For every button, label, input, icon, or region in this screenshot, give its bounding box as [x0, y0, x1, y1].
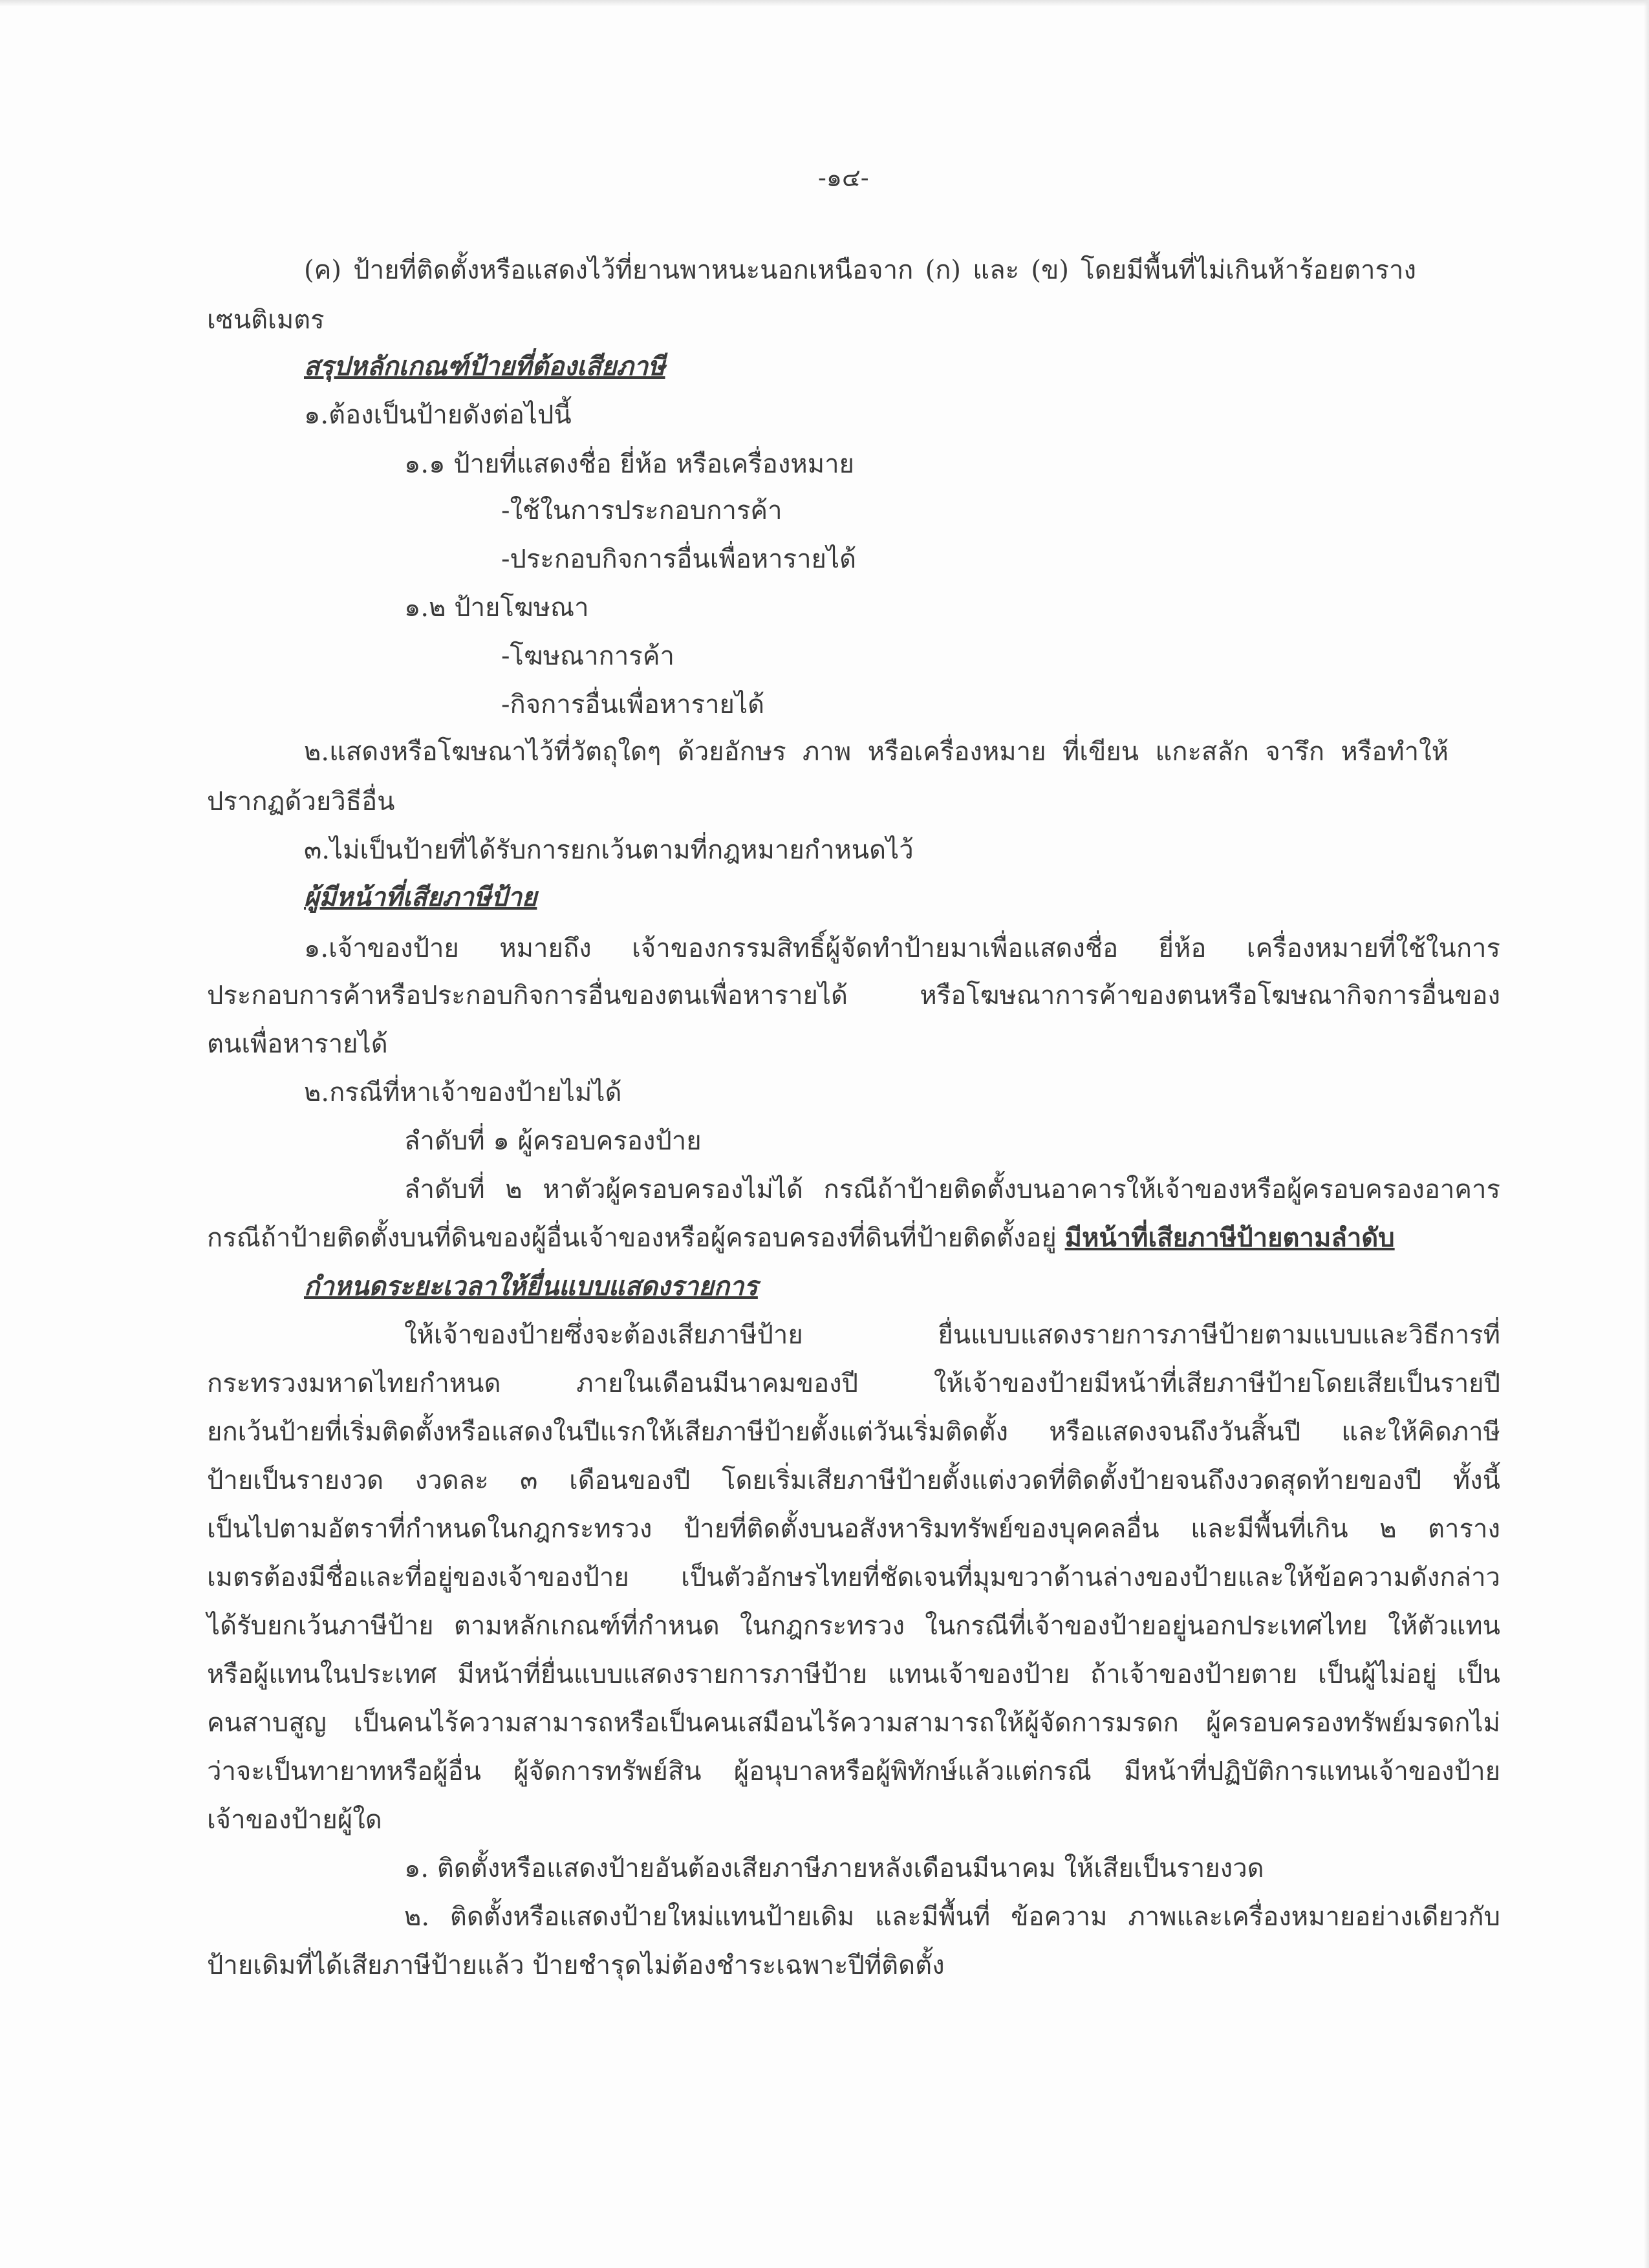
text-line: ว่าจะเป็นทายาทหรือผู้อื่น ผู้จัดการทรัพย์สิน ผู้อนุบาลหรือผู้พิทักษ์แล้วแต่กรณี มีหน้าที่ปฏิบัติการแทนเจ้าของป้าย	[207, 1757, 1500, 1786]
text-line: ๑.เจ้าของป้าย หมายถึง เจ้าของกรรมสิทธิ์ผู้จัดทำป้ายมาเพื่อแสดงชื่อ ยี่ห้อ เครื่องหมายที่ใช้ในการ	[304, 934, 1500, 963]
scan-edge-top	[0, 0, 1649, 6]
text-line: ๒.กรณีที่หาเจ้าของป้ายไม่ได้	[304, 1078, 622, 1107]
text-line: ให้เจ้าของป้ายซึ่งจะต้องเสียภาษีป้าย ยื่นแบบแสดงรายการภาษีป้ายตามแบบและวิธีการที่	[404, 1320, 1500, 1350]
text-line: คนสาบสูญ เป็นคนไร้ความสามารถหรือเป็นคนเสมือนไร้ความสามารถให้ผู้จัดการมรดก ผู้ครอบครองทรัพย์มรดกไม่	[207, 1708, 1500, 1738]
text-line: ๒.แสดงหรือโฆษณาไว้ที่วัตถุใดๆ ด้วยอักษร ภาพ หรือเครื่องหมาย ที่เขียน แกะสลัก จารึก หรือทำให้	[304, 737, 1449, 767]
text-line: ประกอบการค้าหรือประกอบกิจการอื่นของตนเพื่อหารายได้ หรือโฆษณาการค้าของตนหรือโฆษณากิจการอื่นของ	[207, 981, 1500, 1011]
text-line: เมตรต้องมีชื่อและที่อยู่ของเจ้าของป้าย เป็นตัวอักษรไทยที่ชัดเจนที่มุมขวาด้านล่างของป้ายและให้ข้อความดังกล่าว	[207, 1563, 1500, 1592]
text-line: เจ้าของป้ายผู้ใด	[207, 1805, 382, 1835]
text-line: ลำดับที่ ๒ หาตัวผู้ครอบครองไม่ได้ กรณีถ้าป้ายติดตั้งบนอาคารให้เจ้าของหรือผู้ครอบครองอาคาร	[404, 1175, 1500, 1204]
text-line: เซนติเมตร	[207, 305, 325, 335]
text-line: (ค) ป้ายที่ติดตั้งหรือแสดงไว้ที่ยานพาหนะนอกเหนือจาก (ก) และ (ข) โดยมีพื้นที่ไม่เกินห้าร้อยตาราง	[304, 255, 1416, 285]
text-line: ป้ายเป็นรายงวด งวดละ ๓ เดือนของปี โดยเริ่มเสียภาษีป้ายตั้งแต่งวดที่ติดตั้งป้ายจนถึงงวดสุดท้ายของปี ทั้งนี้	[207, 1466, 1500, 1495]
text-line: ตนเพื่อหารายได้	[207, 1029, 388, 1059]
text-line: ป้ายเดิมที่ได้เสียภาษีป้ายแล้ว ป้ายชำรุดไม่ต้องชำระเฉพาะปีที่ติดตั้ง	[207, 1951, 945, 1980]
text-line: -กิจการอื่นเพื่อหารายได้	[501, 690, 765, 720]
section-heading: สรุปหลักเกณฑ์ป้ายที่ต้องเสียภาษี	[304, 351, 665, 381]
text-line: ๓.ไม่เป็นป้ายที่ได้รับการยกเว้นตามที่กฎหมายกำหนดไว้	[304, 835, 914, 865]
text-line: -ใช้ในการประกอบการค้า	[501, 496, 782, 526]
text-line: กระทรวงมหาดไทยกำหนด ภายในเดือนมีนาคมของปี ให้เจ้าของป้ายมีหน้าที่เสียภาษีป้ายโดยเสียเป็นรายปี	[207, 1369, 1500, 1398]
text-line	[207, 1219, 1395, 1257]
text-line: ได้รับยกเว้นภาษีป้าย ตามหลักเกณฑ์ที่กำหนด ในกฎกระทรวง ในกรณีที่เจ้าของป้ายอยู่นอกประเทศไทย ให้ตัวแทน	[207, 1611, 1500, 1641]
text-line: ๒. ติดตั้งหรือแสดงป้ายใหม่แทนป้ายเดิม และมีพื้นที่ ข้อความ ภาพและเครื่องหมายอย่างเดียวกับ	[404, 1902, 1500, 1932]
scan-edge-right	[1644, 0, 1649, 2268]
text-line: ๑.ต้องเป็นป้ายดังต่อไปนี้	[304, 400, 572, 430]
text-line: เป็นไปตามอัตราที่กำหนดในกฎกระทรวง ป้ายที่ติดตั้งบนอสังหาริมทรัพย์ของบุคคลอื่น และมีพื้นที่เกิน ๒ ตาราง	[207, 1514, 1500, 1544]
section-heading: กำหนดระยะเวลาให้ยื่นแบบแสดงรายการ	[304, 1271, 758, 1301]
text-line: -โฆษณาการค้า	[501, 641, 675, 671]
emphasis-text: มีหน้าที่เสียภาษีป้ายตามลำดับ	[1064, 1223, 1395, 1253]
text-line: ๑. ติดตั้งหรือแสดงป้ายอันต้องเสียภาษีภายหลังเดือนมีนาคม ให้เสียเป็นรายงวด	[404, 1854, 1264, 1883]
text-line: ๑.๑ ป้ายที่แสดงชื่อ ยี่ห้อ หรือเครื่องหมาย	[404, 449, 854, 479]
text-line: ยกเว้นป้ายที่เริ่มติดตั้งหรือแสดงในปีแรกให้เสียภาษีป้ายตั้งแต่วันเริ่มติดตั้ง หรือแสดงจนถึงวันสิ้นปี และให้คิดภาษี	[207, 1417, 1500, 1447]
text-line: ๑.๒ ป้ายโฆษณา	[404, 593, 589, 623]
text-line: -ประกอบกิจการอื่นเพื่อหารายได้	[501, 544, 857, 574]
text-line: หรือผู้แทนในประเทศ มีหน้าที่ยื่นแบบแสดงรายการภาษีป้าย แทนเจ้าของป้าย ถ้าเจ้าของป้ายตาย เป็นผู้ไม่อยู่ เป็น	[207, 1660, 1500, 1689]
section-heading: ผู้มีหน้าที่เสียภาษีป้าย	[304, 882, 537, 912]
text-line: ปรากฏด้วยวิธีอื่น	[207, 787, 395, 817]
text-line: ลำดับที่ ๑ ผู้ครอบครองป้าย	[404, 1126, 702, 1156]
page-number: -๑๔-	[818, 164, 869, 192]
text-run: กรณีถ้าป้ายติดตั้งบนที่ดินของผู้อื่นเจ้าของหรือผู้ครอบครองที่ดินที่ป้ายติดตั้งอยู่	[207, 1223, 1057, 1253]
